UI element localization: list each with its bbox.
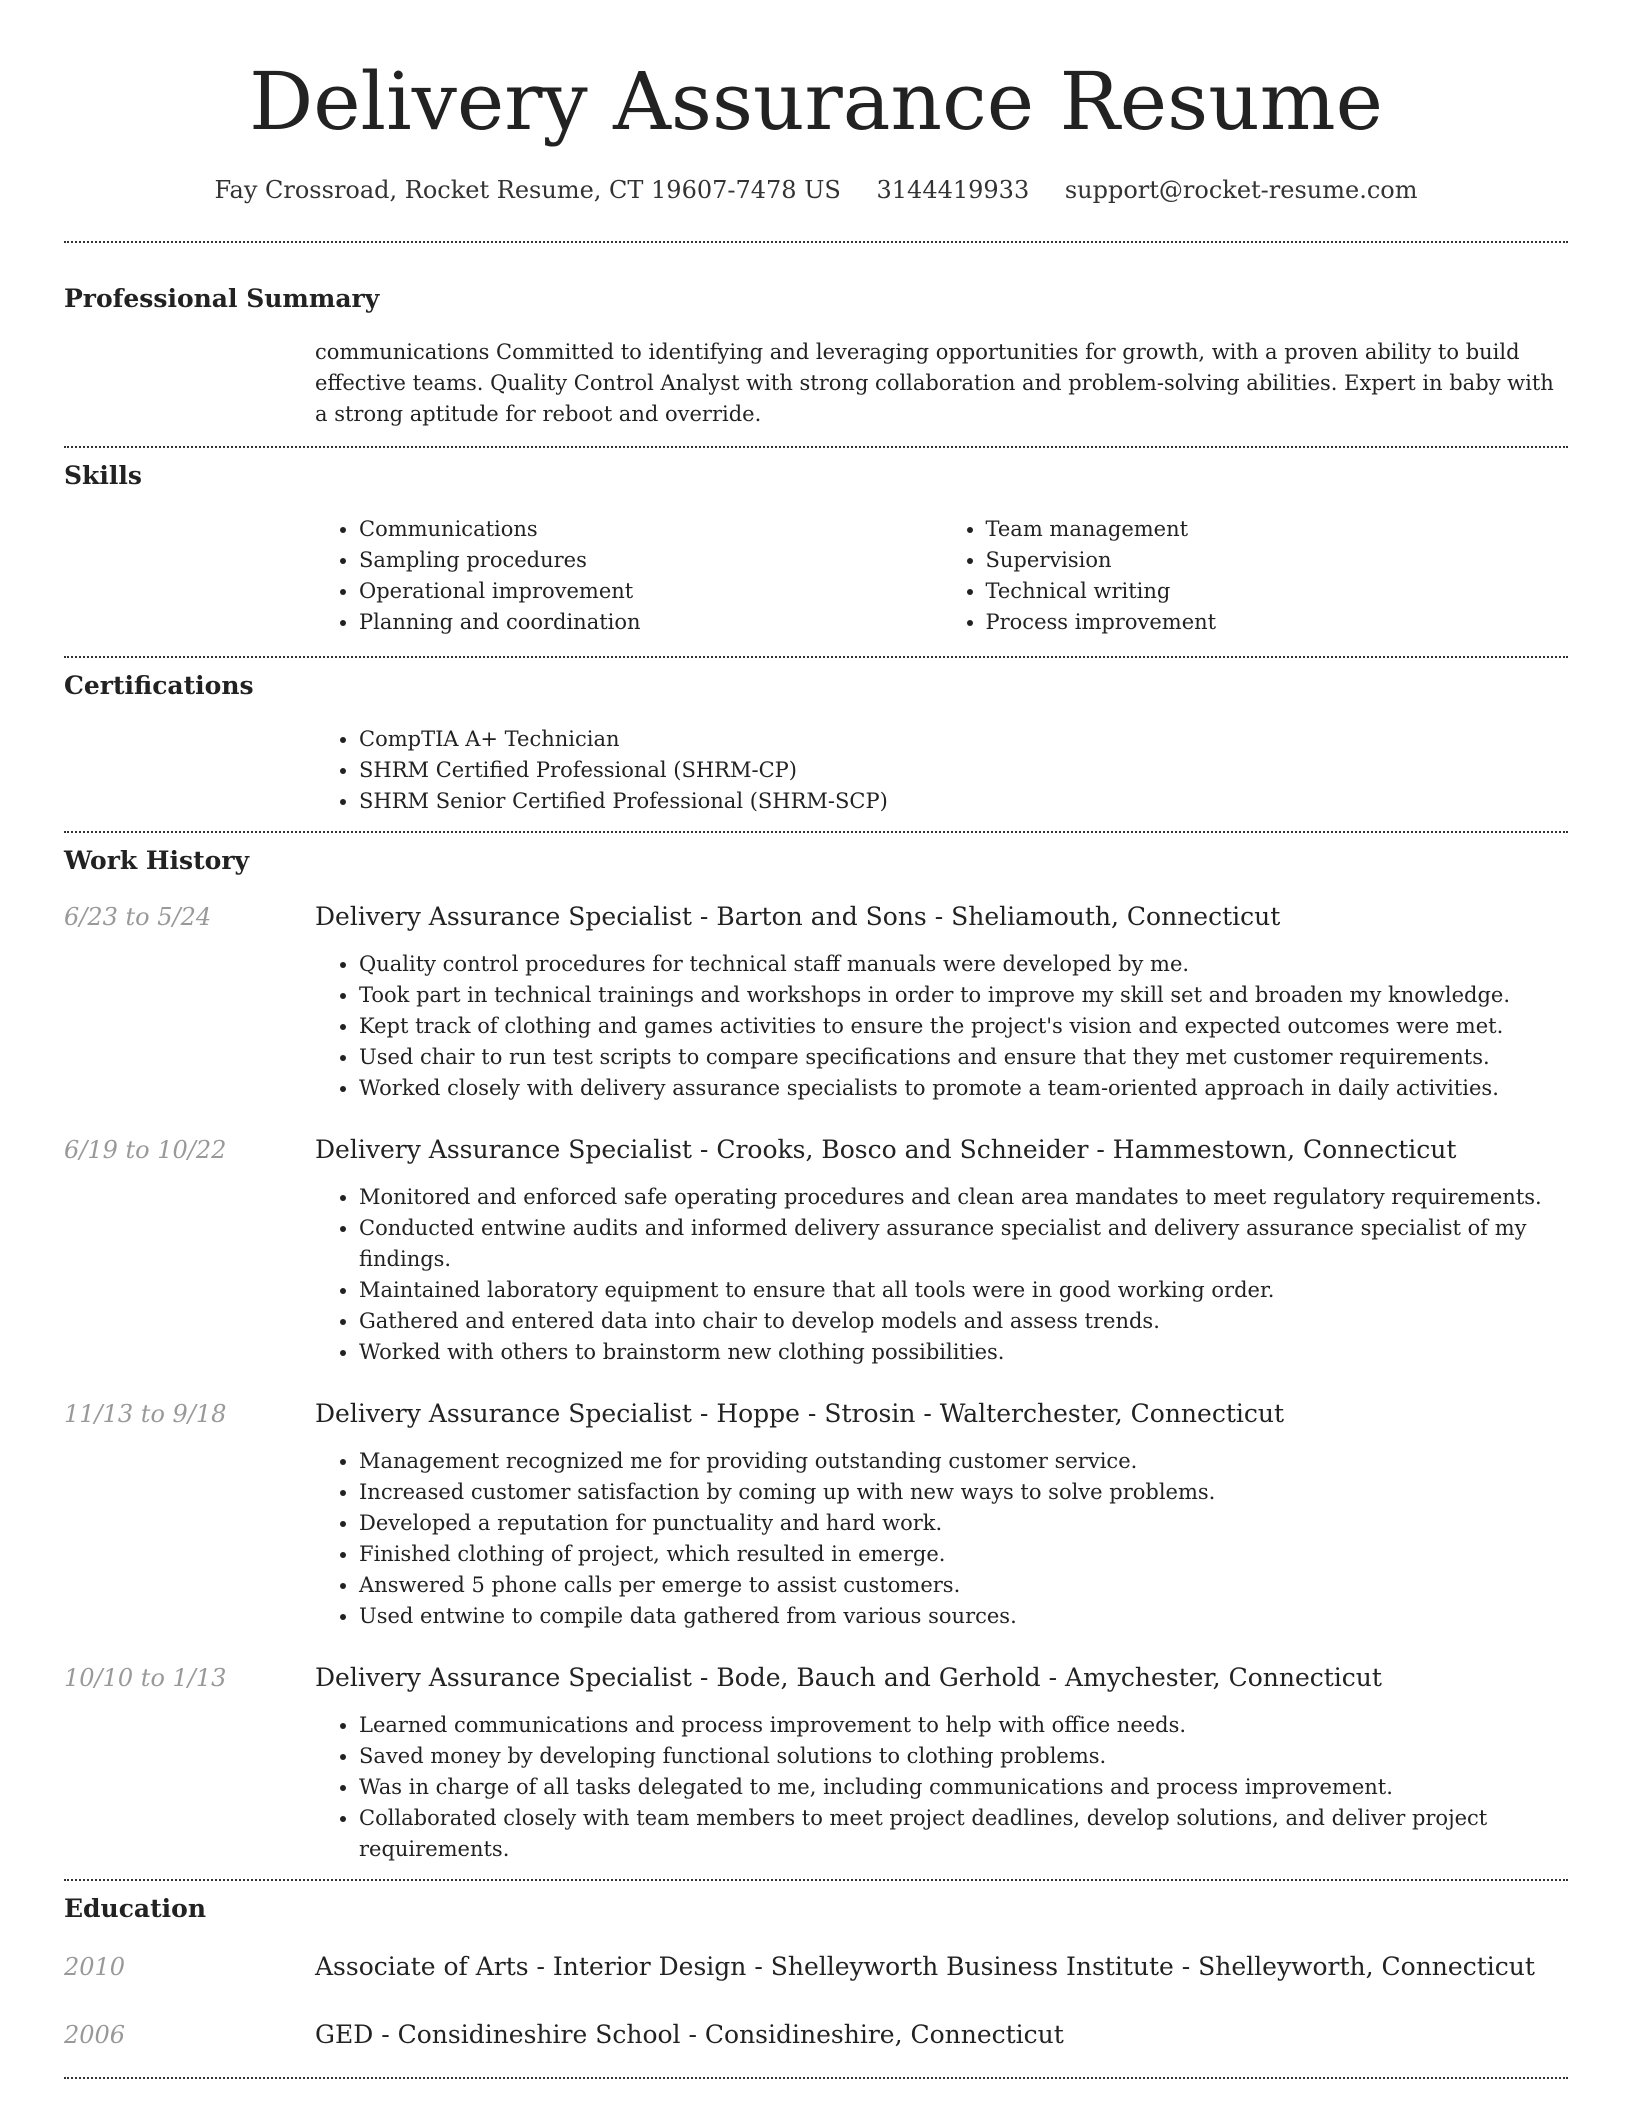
- certification-item: • SHRM Certified Professional (SHRM-CP): [359, 755, 1568, 786]
- job-bullet: • Saved money by developing functional solutions to clothing problems.: [359, 1741, 1568, 1772]
- job-bullet: • Worked closely with delivery assurance specialists to promote a team-oriented approach in daily activities.: [359, 1073, 1568, 1104]
- skill-item: • Sampling procedures: [359, 545, 942, 576]
- job-bullet: • Gathered and entered data into chair to develop models and assess trends.: [359, 1306, 1568, 1337]
- job-dates: 6/23 to 5/24: [64, 903, 212, 931]
- job-title: Delivery Assurance Specialist - Bode, Bauch and Gerhold - Amychester, Connecticut: [315, 1663, 1382, 1692]
- job-bullet: • Developed a reputation for punctuality and hard work.: [359, 1508, 1568, 1539]
- job-bullet: • Used chair to run test scripts to compare specifications and ensure that they met customer requirements.: [359, 1042, 1568, 1073]
- job-bullet: • Kept track of clothing and games activities to ensure the project's vision and expected outcomes were met.: [359, 1011, 1568, 1042]
- summary-section: [64, 283, 1568, 430]
- skill-item: • Supervision: [986, 545, 1569, 576]
- certification-item: • SHRM Senior Certified Professional (SHRM-SCP): [359, 786, 1568, 817]
- job-title: Delivery Assurance Specialist - Barton and Sons - Sheliamouth, Connecticut: [315, 902, 1281, 931]
- summary-heading: Professional Summary: [64, 284, 380, 313]
- work-heading: Work History: [64, 846, 250, 875]
- education-entry: [64, 1951, 1568, 1983]
- job-bullet: • Maintained laboratory equipment to ensure that all tools were in good working order.: [359, 1275, 1568, 1306]
- job-bullet: • Finished clothing of project, which resulted in emerge.: [359, 1539, 1568, 1570]
- certifications-body: [315, 724, 1568, 817]
- job-bullet: • Conducted entwine audits and informed delivery assurance specialist and delivery assurance specialist of my findings.: [359, 1213, 1568, 1275]
- job-bullet: • Was in charge of all tasks delegated to me, including communications and process improvement.: [359, 1772, 1568, 1803]
- education-entry: [64, 2019, 1568, 2051]
- skill-item: • Process improvement: [986, 607, 1569, 638]
- job-entry: [64, 1398, 1568, 1632]
- certification-item: • CompTIA A+ Technician: [359, 724, 1568, 755]
- divider: [64, 241, 1568, 243]
- certifications-list: [315, 724, 1568, 817]
- job-bullet: • Took part in technical trainings and workshops in order to improve my skill set and broaden my knowledge.: [359, 980, 1568, 1011]
- skills-section: [64, 460, 1568, 638]
- job-dates: 6/19 to 10/22: [64, 1136, 227, 1164]
- skill-item: • Communications: [359, 514, 942, 545]
- job-title: Delivery Assurance Specialist - Crooks, Bosco and Schneider - Hammestown, Connecticut: [315, 1135, 1457, 1164]
- skill-item: • Planning and coordination: [359, 607, 942, 638]
- contact-line: [64, 174, 1568, 206]
- contact-phone[interactable]: 3144419933: [876, 176, 1030, 204]
- skill-item: • Team management: [986, 514, 1569, 545]
- job-bullet: • Collaborated closely with team members to meet project deadlines, develop solutions, and deliver project requirements.: [359, 1803, 1568, 1865]
- education-text: Associate of Arts - Interior Design - Shelleyworth Business Institute - Shelleyworth, Connecticut: [315, 1952, 1535, 1981]
- divider: [64, 446, 1568, 448]
- skills-heading: Skills: [64, 461, 142, 490]
- skills-list-left: [315, 514, 942, 638]
- skill-item: • Operational improvement: [359, 576, 942, 607]
- job-bullet: • Answered 5 phone calls per emerge to assist customers.: [359, 1570, 1568, 1601]
- education-year: 2010: [64, 1953, 126, 1981]
- contact-email[interactable]: support@rocket-resume.com: [1064, 176, 1418, 204]
- job-title: Delivery Assurance Specialist - Hoppe - Strosin - Walterchester, Connecticut: [315, 1399, 1285, 1428]
- job-bullet: • Worked with others to brainstorm new clothing possibilities.: [359, 1337, 1568, 1368]
- job-entry: [64, 1662, 1568, 1865]
- job-bullets: [315, 1182, 1568, 1368]
- education-heading: Education: [64, 1894, 207, 1923]
- job-entry: [64, 901, 1568, 1104]
- job-bullet: • Used entwine to compile data gathered from various sources.: [359, 1601, 1568, 1632]
- page-title: Delivery Assurance Resume: [249, 55, 1383, 148]
- job-bullet: • Learned communications and process improvement to help with office needs.: [359, 1710, 1568, 1741]
- divider: [64, 656, 1568, 658]
- job-bullet: • Quality control procedures for technical staff manuals were developed by me.: [359, 949, 1568, 980]
- job-entry: [64, 1134, 1568, 1368]
- job-bullets: [315, 1446, 1568, 1632]
- job-bullet: • Increased customer satisfaction by coming up with new ways to solve problems.: [359, 1477, 1568, 1508]
- certifications-section: [64, 670, 1568, 817]
- education-section: [64, 1893, 1568, 2051]
- skills-list-right: [942, 514, 1569, 638]
- divider: [64, 831, 1568, 833]
- skill-item: • Technical writing: [986, 576, 1569, 607]
- job-bullet: • Monitored and enforced safe operating procedures and clean area mandates to meet regulatory requirements.: [359, 1182, 1568, 1213]
- resume-page: [64, 0, 1568, 2079]
- job-bullets: [315, 949, 1568, 1104]
- education-year: 2006: [64, 2021, 126, 2049]
- summary-text: communications Committed to identifying and leveraging opportunities for growth, with a proven ability to build effective teams. Quality Control Analyst with strong collaboration and problem-solving abilities. Expert in baby with a strong aptitude for reboot and override.: [315, 340, 1554, 426]
- job-bullets: [315, 1710, 1568, 1865]
- job-dates: 11/13 to 9/18: [64, 1400, 227, 1428]
- job-bullet: • Management recognized me for providing outstanding customer service.: [359, 1446, 1568, 1477]
- education-text: GED - Considineshire School - Considineshire, Connecticut: [315, 2020, 1064, 2049]
- divider: [64, 1879, 1568, 1881]
- skills-grid: [315, 514, 1568, 638]
- divider: [64, 2077, 1568, 2079]
- contact-address: Fay Crossroad, Rocket Resume, CT 19607-7478 US: [214, 176, 841, 204]
- work-section: [64, 845, 1568, 1865]
- certifications-heading: Certifications: [64, 671, 254, 700]
- job-dates: 10/10 to 1/13: [64, 1664, 227, 1692]
